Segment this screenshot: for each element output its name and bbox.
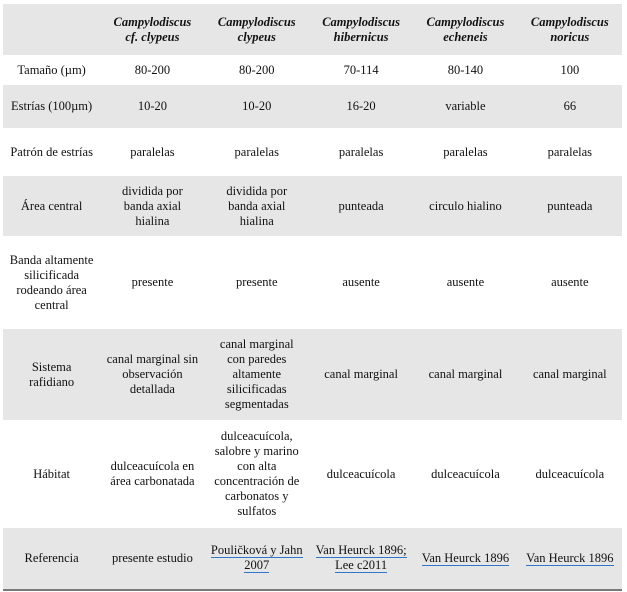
table-cell: 66 bbox=[518, 85, 622, 129]
row-label: Referencia bbox=[3, 528, 100, 590]
row-label: Hábitat bbox=[3, 421, 100, 528]
table-row bbox=[3, 85, 622, 129]
table-cell: canal marginal sin observación detallada bbox=[100, 329, 204, 421]
table-cell: canal marginal bbox=[309, 329, 413, 421]
species-header: Campylodiscus hibernicus bbox=[309, 4, 413, 56]
table-cell: ausente bbox=[518, 237, 622, 329]
table-cell: punteada bbox=[518, 176, 622, 237]
table-row bbox=[3, 56, 622, 85]
table-cell: circulo hialino bbox=[413, 176, 517, 237]
table-cell: variable bbox=[413, 85, 517, 129]
species-header: Campylodiscus echeneis bbox=[413, 4, 517, 56]
table-cell: dulceacuícola bbox=[413, 421, 517, 528]
table-cell: paralelas bbox=[413, 129, 517, 176]
table-cell: 10-20 bbox=[205, 85, 309, 129]
table-cell: 16-20 bbox=[309, 85, 413, 129]
table-cell bbox=[413, 528, 517, 590]
table-row bbox=[3, 329, 622, 421]
comparison-table bbox=[3, 3, 622, 591]
species-header: Campylodiscus clypeus bbox=[205, 4, 309, 56]
table-cell: 80-200 bbox=[100, 56, 204, 85]
table-cell: punteada bbox=[309, 176, 413, 237]
table-cell: paralelas bbox=[100, 129, 204, 176]
table-cell: dulceacuícola bbox=[518, 421, 622, 528]
table-cell: presente bbox=[205, 237, 309, 329]
table-cell bbox=[205, 528, 309, 590]
table-cell: presente estudio bbox=[100, 528, 204, 590]
table-row bbox=[3, 176, 622, 237]
table-cell: dividida por banda axial hialina bbox=[100, 176, 204, 237]
table-cell: canal marginal bbox=[413, 329, 517, 421]
reference-link[interactable]: Van Heurck 1896 bbox=[526, 550, 614, 565]
table-row bbox=[3, 421, 622, 528]
table-cell: 70-114 bbox=[309, 56, 413, 85]
reference-link[interactable]: Van Heurck 1896; Lee c2011 bbox=[315, 543, 407, 573]
row-label: Estrías (100µm) bbox=[3, 85, 100, 129]
table-cell: 10-20 bbox=[100, 85, 204, 129]
table-row bbox=[3, 528, 622, 590]
table-cell: paralelas bbox=[309, 129, 413, 176]
table-cell: dulceacuícola en área carbonatada bbox=[100, 421, 204, 528]
table-cell: ausente bbox=[309, 237, 413, 329]
table-cell: canal marginal bbox=[518, 329, 622, 421]
species-header: Campylodiscus cf. clypeus bbox=[100, 4, 204, 56]
row-label: Banda altamente silicificada rodeando área central bbox=[3, 237, 100, 329]
species-header: Campylodiscus noricus bbox=[518, 4, 622, 56]
table-cell: dividida por banda axial hialina bbox=[205, 176, 309, 237]
table-cell: presente bbox=[100, 237, 204, 329]
table-cell: 80-140 bbox=[413, 56, 517, 85]
reference-link[interactable]: Van Heurck 1896 bbox=[421, 550, 510, 565]
table-row bbox=[3, 129, 622, 176]
row-label: Área central bbox=[3, 176, 100, 237]
table-row bbox=[3, 237, 622, 329]
corner-cell bbox=[3, 4, 100, 56]
table-cell: dulceacuícola, salobre y marino con alta concentración de carbonatos y sulfatos bbox=[205, 421, 309, 528]
table-cell bbox=[518, 528, 622, 590]
table-cell: paralelas bbox=[205, 129, 309, 176]
row-label: Patrón de estrías bbox=[3, 129, 100, 176]
table-cell: canal marginal con paredes altamente silicificadas segmentadas bbox=[205, 329, 309, 421]
table-cell: paralelas bbox=[518, 129, 622, 176]
row-label: Tamaño (µm) bbox=[3, 56, 100, 85]
table-cell: dulceacuícola bbox=[309, 421, 413, 528]
table-cell: ausente bbox=[413, 237, 517, 329]
table-cell: 80-200 bbox=[205, 56, 309, 85]
header-row bbox=[3, 4, 622, 56]
table-cell bbox=[309, 528, 413, 590]
table-cell: 100 bbox=[518, 56, 622, 85]
row-label: Sistema rafidiano bbox=[3, 329, 100, 421]
reference-link[interactable]: Pouličková y Jahn 2007 bbox=[210, 543, 303, 573]
